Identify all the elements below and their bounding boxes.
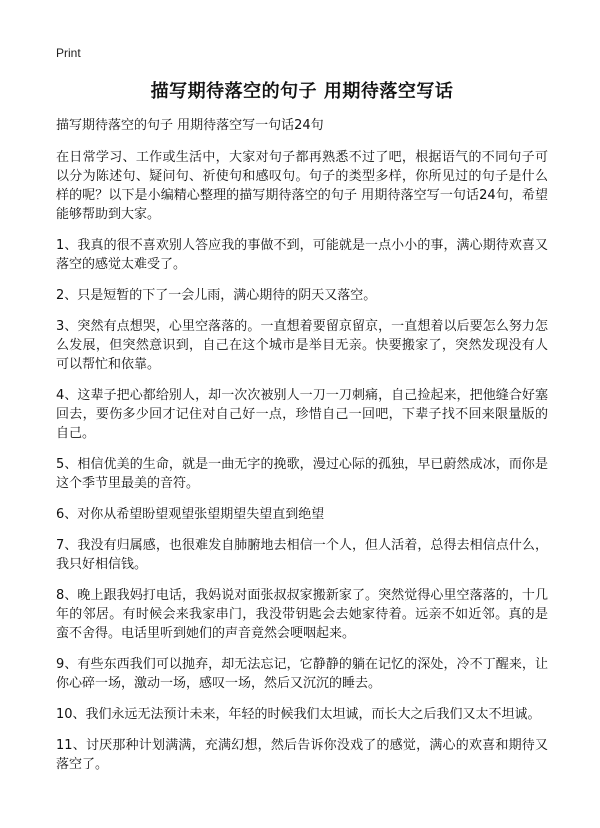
page-title: 描写期待落空的句子 用期待落空写话 bbox=[150, 81, 454, 102]
document-subtitle: 描写期待落空的句子 用期待落空写一句话24句 bbox=[56, 118, 324, 133]
list-item: 9、有些东西我们可以抛弃，却无法忘记，它静静的躺在记忆的深处，冷不丁醒来，让你心碎一场，激动一场，感叹一场，然后又沉沉的睡去。 bbox=[56, 657, 548, 691]
list-item: 8、晚上跟我妈打电话，我妈说对面张叔叔家搬新家了。突然觉得心里空落落的，十几年的邻居。有时候会来我家串门，我没带钥匙会去她家待着。远亲不如近邻。真的是蛮不舍得。电话里听到她们的声音竟然会哽咽起来。 bbox=[56, 588, 548, 641]
list-item: 7、我没有归属感，也很难发自肺腑地去相信一个人，但人活着，总得去相信点什么，我只好相信钱。 bbox=[56, 538, 548, 572]
list-item: 1、我真的很不喜欢别人答应我的事做不到，可能就是一点小小的事，满心期待欢喜又落空的感觉太难受了。 bbox=[56, 238, 548, 272]
list-item: 4、这辈子把心都给别人，却一次次被别人一刀一刀刺痛，自己捡起来，把他缝合好塞回去，要伤多少回才记住对自己好一点，珍惜自己一回吧，下辈子找不回来限量版的自己。 bbox=[56, 388, 548, 441]
intro-paragraph: 在日常学习、工作或生活中，大家对句子都再熟悉不过了吧，根据语气的不同句子可以分为陈述句、疑问句、祈使句和感叹句。句子的类型多样，你所见过的句子是什么样的呢？以下是小编精心整理的描写期待落空的句子 用期待落空写一句话24句，希望能够帮助到大家。 bbox=[56, 150, 548, 222]
list-item: 5、相信优美的生命，就是一曲无字的挽歌，漫过心际的孤独，早已蔚然成冰，而你是这个季节里最美的音符。 bbox=[56, 457, 548, 491]
list-item: 3、突然有点想哭，心里空落落的。一直想着要留京留京，一直想着以后要怎么努力怎么发展，但突然意识到，自己在这个城市是举目无亲。快要搬家了，突然发现没有人可以帮忙和依靠。 bbox=[56, 319, 548, 372]
list-item: 2、只是短暂的下了一会儿雨，满心期待的阴天又落空。 bbox=[56, 288, 377, 303]
print-label[interactable]: Print bbox=[56, 46, 81, 60]
list-item: 6、对你从希望盼望观望张望期望失望直到绝望 bbox=[56, 507, 325, 522]
list-item: 11、讨厌那种计划满满，充满幻想，然后告诉你没戏了的感觉，满心的欢喜和期待又落空了。 bbox=[56, 738, 548, 772]
list-item: 10、我们永远无法预计未来，年轻的时候我们太坦诚，而长大之后我们又太不坦诚。 bbox=[56, 707, 541, 722]
